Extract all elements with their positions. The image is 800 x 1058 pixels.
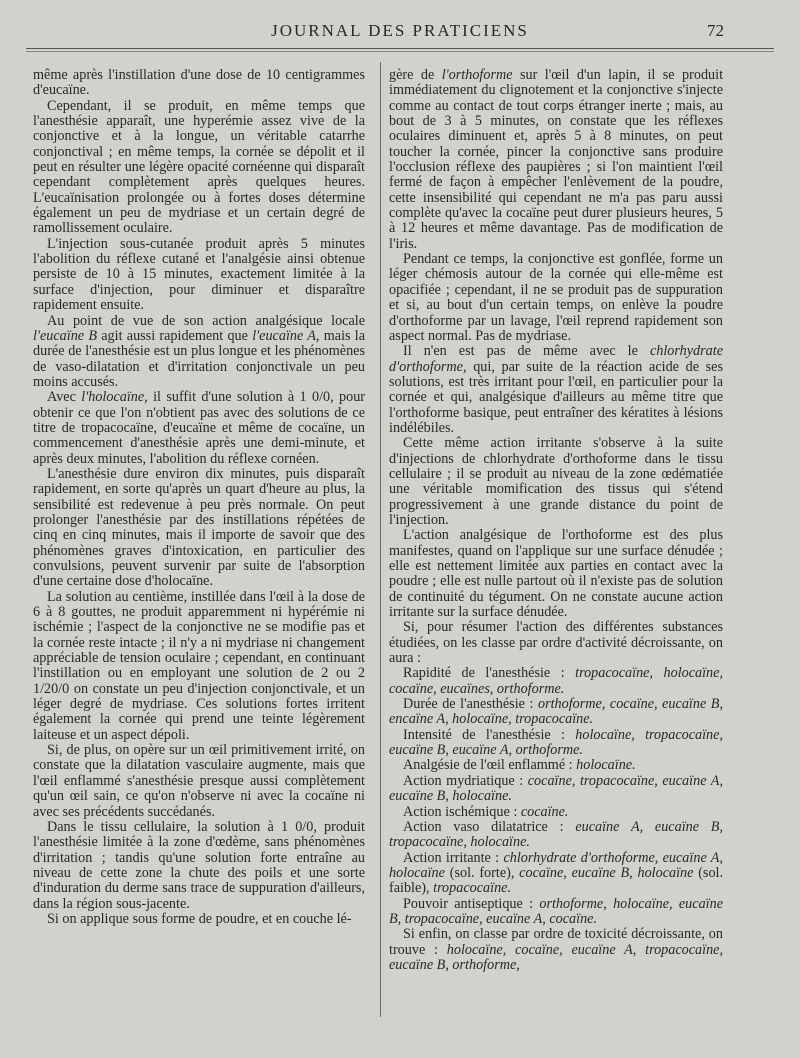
paragraph	[389, 697, 723, 728]
paragraph	[33, 912, 365, 927]
italic-term: l'holocaïne,	[81, 389, 148, 406]
paragraph-text: Dans le tissu cellulaire, la solution à 1 0/0, produit l'anesthésie limitée à la zone d'œdème, sans phénomènes d'irritation ; tandis qu'une solution forte entraîne au niveau de cette zone la chute des poils et une sorte d'induration du derme sans trace de suppuration d'ailleurs, dans la région sous-jacente.	[33, 818, 365, 912]
paragraph-text: Action ischémique :	[403, 803, 518, 820]
paragraph-text: Rapidité de l'anesthésie :	[403, 665, 565, 682]
paragraph	[389, 728, 723, 759]
paragraph-text: Action vaso dilatatrice :	[403, 818, 564, 835]
paragraph	[389, 344, 723, 436]
paragraph	[389, 927, 723, 973]
italic-term: orthoforme, cocaïne, eucaïne B, encaïne A, holocaïne, tropacocaïne.	[389, 696, 723, 728]
journal-title: JOURNAL DES PRATICIENS	[271, 21, 529, 40]
paragraph-text: La solution au centième, instillée dans l'œil à la dose de 6 à 8 gouttes, ne produit apparemment ni hypérémie ni ischémie ; l'aspect de la conjonctive ne se modifie pas et la cornée reste intacte ; il n'y a ni mydriase ni changement appréciable de tension oculaire ; cependant, en continuant l'instillation ou en employant une solution de 2 ou 2 1/20/0 on constate un peu d'injection conjonctivale, et un léger degré de mydriase. Ces solutions fortes irritent également la cornée qui prend une teinte légèrement laiteuse et un aspect dépoli.	[33, 588, 365, 743]
italic-term: eucaïne A, eucaïne B, tropacocaïne, holocaïne.	[389, 818, 723, 851]
paragraph-text: Action mydriatique :	[403, 772, 524, 789]
paragraph	[389, 68, 723, 252]
column-divider	[380, 62, 381, 1017]
italic-term: cocaïne, tropacocaïne, eucaïne A, eucaïne B, holocaïne.	[389, 772, 723, 805]
paragraph	[389, 897, 723, 928]
paragraph	[389, 851, 723, 897]
page-header	[24, 18, 776, 44]
paragraph-text: (sol. faible),	[389, 864, 723, 897]
page-number: 72	[707, 21, 724, 40]
italic-term: tropacocaïne, holocaïne, cocaïne, eucaïnes, orthoforme.	[389, 665, 723, 697]
paragraph-text: Au point de vue de son action analgésique locale	[47, 312, 365, 329]
paragraph-text: Analgésie de l'œil enflammé :	[403, 757, 573, 774]
paragraph	[33, 467, 365, 590]
italic-term: holocaïne, cocaïne, eucaïne A, tropacocaïne, eucaïne B, orthoforme,	[389, 941, 723, 973]
paragraph-text: mais la durée de l'anesthésie est un plus longue et les phénomènes de vaso-dilatation et d'irritation conjonctivale un peu moins accusés.	[33, 327, 365, 390]
paragraph-text: Cette même action irritante s'observe à la suite d'injections de chlorhydrate d'orthoforme dans le tissu cellulaire ; il se produit au niveau de la zone œdématiée une véritable momification des tissus qui s'étend progressivement à une grande distance du point de l'injection.	[389, 435, 723, 528]
paragraph	[389, 528, 723, 620]
italic-term: l'eucaïne B	[33, 327, 97, 344]
right-column	[389, 68, 723, 1018]
paragraph-text: Pouvoir antiseptique :	[403, 895, 534, 912]
paragraph-text: (sol. forte),	[449, 864, 515, 881]
paragraph	[33, 99, 365, 237]
paragraph-text: sur l'œil d'un lapin, il se produit immédiatement du clignotement et la conjonctive s'injecte comme au contact de tout corps étranger inerte ; mais, au bout de 3 à 5 minutes, on constate que les réflexes oculaires diminuent et, après 5 à 8 minutes, on peut toucher la cornée, pincer la conjonctive sans produire l'occlusion réflexe des paupières ; si l'on maintient l'œil fermé de façon à empêcher l'enlèvement de la poudre, cette insensibilité qui cependant ne m'a pas paru aussi complète qu'avec la cocaïne peut durer plusieurs heures, 5 à 12 heures et même davantage. Pas de modification de l'iris.	[389, 68, 723, 252]
paragraph	[33, 237, 365, 314]
italic-term: holocaïne.	[576, 757, 636, 774]
paragraph-text: agit aussi rapidement que	[101, 327, 248, 344]
paragraph	[33, 314, 365, 391]
italic-term: tropacocaïne.	[433, 880, 512, 897]
paragraph-text: Si, pour résumer l'action des différentes substances étudiées, on les classe par ordre d'activité décroissante, on aura :	[389, 619, 723, 667]
paragraph-text: même après l'instillation d'une dose de 10 centigrammes d'eucaïne.	[33, 68, 365, 99]
paragraph-text: Durée de l'anesthésie :	[403, 696, 534, 713]
italic-term: l'eucaïne A,	[252, 327, 320, 344]
paragraph-text: Pendant ce temps, la conjonctive est gonflée, forme un léger chémosis autour de la cornée qui elle-même est opacifiée ; cependant, il ne se produit pas de suppuration et si, au bout d'un certain temps, on enlève la poudre d'orthoforme par un lavage, l'œil reprend rapidement son aspect normal. Pas de mydriase.	[389, 251, 723, 344]
left-column	[33, 68, 365, 1018]
paragraph-text: il suffit d'une solution à 1 0/0, pour obtenir ce que l'on n'obtient pas avec des solutions de ce titre de tropacocaïne, d'eucaïne et même de cocaïne, un commencement d'anesthésie après une demi-minute, et après deux minutes, l'abolition du réflexe cornéen.	[33, 389, 365, 467]
paragraph-text: Avec	[47, 389, 76, 406]
paragraph-text: Si enfin, on classe par ordre de toxicité décroissante, on trouve :	[389, 926, 723, 958]
paragraph	[389, 620, 723, 666]
paragraph-text: L'anesthésie dure environ dix minutes, puis disparaît rapidement, en sorte qu'après un quart d'heure au plus, la sensibilité est redevenue à peu près normale. On peut prolonger l'anesthésie par des instillations répétées de cinq en cinq minutes, mais il importe de savoir que des phénomènes graves d'intoxication, en particulier des convulsions, peuvent survenir par suite de l'absorption d'une certaine dose d'holocaïne.	[33, 465, 365, 590]
paragraph-text: L'injection sous-cutanée produit après 5 minutes l'abolition du réflexe cutané et l'analgésie ainsi obtenue persiste de 10 à 15 minutes, exactement limitée à la surface d'injection, pour diminuer et disparaître rapidement ensuite.	[33, 235, 365, 314]
italic-term: chlorhydrate d'orthoforme, eucaïne A, holocaïne	[389, 849, 723, 881]
italic-term: l'orthoforme	[441, 68, 513, 83]
paragraph-text: Cependant, il se produit, en même temps que l'anesthésie apparaît, une hyperémie assez vive de la conjonctive et à la longue, un véritable catarrhe conjonctival ; en même temps, la cornée se dépolit et il peut en résulter une légère opacité cornéenne qui disparaît cependant complètement après quelques heures. L'eucaïnisation prolongée ou à fortes doses détermine également un peu de mydriase et un certain degré de ramollissement oculaire.	[33, 97, 365, 237]
paragraph	[389, 758, 723, 773]
italic-term: cocaïne, eucaïne B, holocaïne	[519, 864, 694, 881]
paragraph	[33, 743, 365, 820]
paragraph	[33, 390, 365, 467]
paragraph	[389, 805, 723, 820]
header-rule	[26, 48, 774, 49]
paragraph-text: L'action analgésique de l'orthoforme est des plus manifestes, quand on l'applique sur une surface dénudée ; elle est nettement limitée aux parties en contact avec la poudre ; elle est nulle partout où il n'existe pas de solution de continuité du tégument. On ne constate aucune action irritante sur la surface dénudée.	[389, 527, 723, 621]
paragraph	[389, 666, 723, 697]
paragraph	[389, 820, 723, 851]
paragraph-text: Intensité de l'anesthésie :	[403, 726, 565, 743]
paragraph-text: Si on applique sous forme de poudre, et en couche lé-	[47, 910, 352, 927]
paragraph	[33, 68, 365, 99]
italic-term: cocaïne.	[520, 803, 569, 820]
paragraph-text: Si, de plus, on opère sur un œil primitivement irrité, on constate que la dilatation vasculaire augmente, mais que l'œil enflammé s'anesthésie presque aussi complètement qu'un œil sain, ce qu'on n'observe ni avec la cocaïne ni avec ses précédents succédanés.	[33, 742, 365, 820]
header-rule-double	[26, 51, 774, 52]
paragraph	[33, 590, 365, 743]
paragraph-text: Il n'en est pas de même avec le	[403, 343, 638, 360]
paragraph	[389, 774, 723, 805]
paragraph-text: gère de	[389, 68, 435, 83]
paragraph	[389, 436, 723, 528]
paragraph-text: qui, par suite de la réaction acide de ses solutions, est très irritant pour l'œil, en particulier pour la cornée et qui, analgésique d'ailleurs au même titre que l'orthoforme basique, peut entraîner des kératites à lésions indélébiles.	[389, 358, 723, 436]
paragraph	[389, 252, 723, 344]
italic-term: chlorhydrate d'orthoforme,	[389, 343, 723, 375]
paragraph	[33, 820, 365, 912]
italic-term: orthoforme, holocaïne, eucaïne B, tropacocaïne, eucaïne A, cocaïne.	[389, 895, 723, 927]
paragraph-text: Action irritante :	[403, 849, 500, 866]
italic-term: holocaïne, tropacocaïne, eucaïne B, eucaïne A, orthoforme.	[389, 726, 723, 759]
